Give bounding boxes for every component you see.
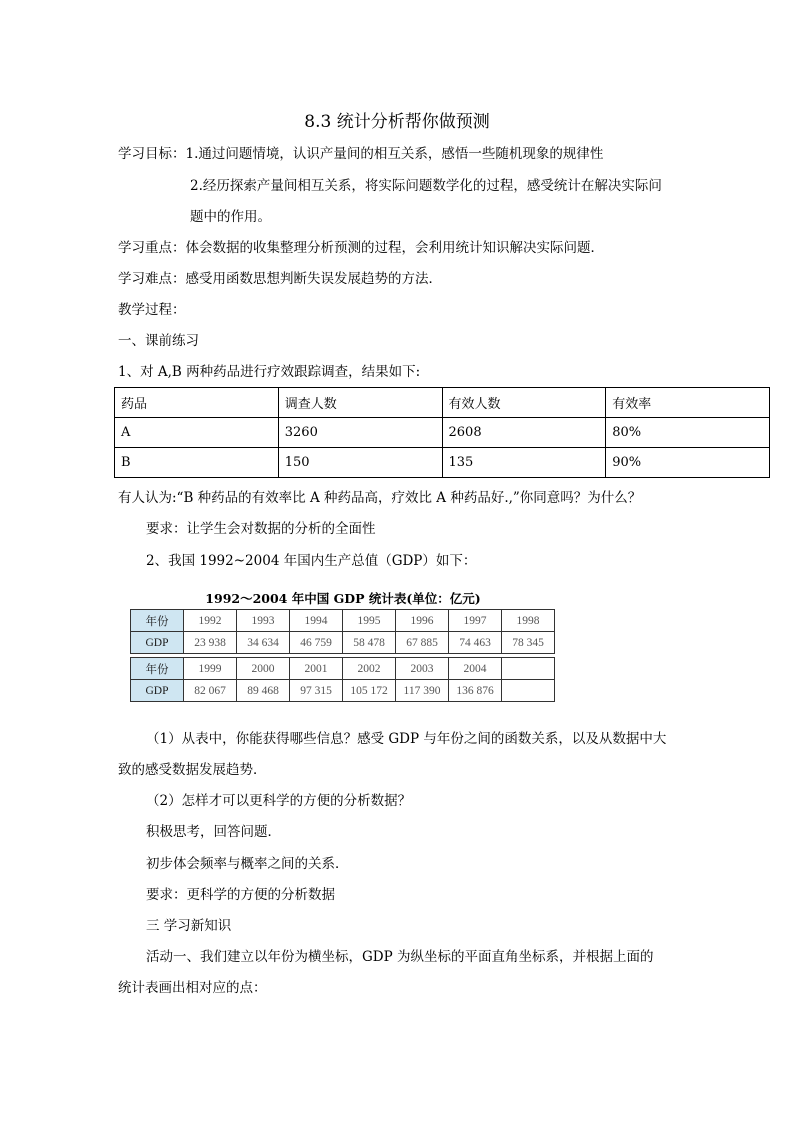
- gdp-cell: 89 468: [237, 680, 290, 702]
- header-cell: 药品: [115, 388, 279, 418]
- gdp-cell: 34 634: [237, 632, 290, 654]
- year-cell: 2002: [343, 658, 396, 680]
- activity-1-line2: 统计表画出相对应的点：: [118, 980, 267, 996]
- objective-2-line1: 2.经历探索产量间相互关系，将实际问题数学化的过程，感受统计在解决实际问: [190, 178, 662, 194]
- table-cell: A: [115, 418, 279, 448]
- year-row-label: 年份: [131, 658, 184, 680]
- page-title: 8.3 统计分析帮你做预测: [304, 112, 490, 132]
- gdp-cell: [502, 680, 555, 702]
- gdp-cell: 82 067: [184, 680, 237, 702]
- header-cell: 有效率: [606, 388, 770, 418]
- gdp-cell: 97 315: [290, 680, 343, 702]
- drug-table-header: [115, 388, 770, 418]
- year-cell: 2003: [396, 658, 449, 680]
- table-cell: 90%: [606, 448, 770, 478]
- table-cell: B: [115, 448, 279, 478]
- section-new-knowledge: 三 学习新知识: [146, 918, 232, 934]
- gdp-cell: 74 463: [449, 632, 502, 654]
- table-cell: 2608: [442, 418, 606, 448]
- objective-2-line2: 题中的作用。: [190, 209, 271, 225]
- gdp-row-label: GDP: [131, 632, 184, 654]
- year-cell: 1995: [343, 610, 396, 632]
- gdp-table-block-2: [130, 657, 555, 702]
- table-row: [115, 448, 770, 478]
- gdp-cell: 67 885: [396, 632, 449, 654]
- question-1-text: 有人认为:“B 种药品的有效率比 A 种药品高，疗效比 A 种药品好.,”你同意吗？为什么？: [118, 490, 642, 506]
- gdp-value-row: [131, 680, 555, 702]
- table-row: [115, 418, 770, 448]
- objectives-line: [118, 145, 603, 163]
- difficulties: 学习难点：感受用函数思想判断失误发展趋势的方法．: [118, 271, 442, 287]
- question-2-part-1-line1: （1）从表中，你能获得哪些信息？感受 GDP 与年份之间的函数关系，以及从数据中大: [146, 731, 667, 747]
- year-cell: [502, 658, 555, 680]
- year-row-label: 年份: [131, 610, 184, 632]
- gdp-cell: 117 390: [396, 680, 449, 702]
- gdp-cell: 78 345: [502, 632, 555, 654]
- gdp-table-caption: 1992～2004 年中国 GDP 统计表(单位：亿元): [205, 591, 481, 606]
- gdp-value-row: [131, 632, 555, 654]
- objectives-label: 学习目标：: [118, 146, 186, 162]
- year-cell: 2001: [290, 658, 343, 680]
- gdp-cell: 105 172: [343, 680, 396, 702]
- gdp-cell: 23 938: [184, 632, 237, 654]
- question-2-part-2: （2）怎样才可以更科学的方便的分析数据？: [146, 793, 412, 809]
- gdp-cell: 58 478: [343, 632, 396, 654]
- think-answer: 积极思考，回答问题．: [146, 824, 281, 840]
- drug-table: [114, 387, 770, 478]
- year-cell: 1992: [184, 610, 237, 632]
- table-cell: 3260: [278, 418, 442, 448]
- teaching-process: 教学过程：: [118, 302, 186, 318]
- table-cell: 150: [278, 448, 442, 478]
- question-2-intro: 2、我国 1992~2004 年国内生产总值（GDP）如下：: [146, 553, 477, 569]
- year-cell: 1996: [396, 610, 449, 632]
- table-cell: 135: [442, 448, 606, 478]
- gdp-cell: 46 759: [290, 632, 343, 654]
- objective-1: 1.通过问题情境，认识产量间的相互关系，感悟一些随机现象的规律性: [185, 146, 604, 162]
- year-cell: 1998: [502, 610, 555, 632]
- year-cell: 2004: [449, 658, 502, 680]
- question-2-requirement: 要求：更科学的方便的分析数据: [146, 887, 335, 903]
- year-cell: 1994: [290, 610, 343, 632]
- question-1-requirement: 要求：让学生会对数据的分析的全面性: [146, 521, 376, 537]
- table-cell: 80%: [606, 418, 770, 448]
- gdp-row-label: GDP: [131, 680, 184, 702]
- header-cell: 调查人数: [278, 388, 442, 418]
- header-cell: 有效人数: [442, 388, 606, 418]
- year-cell: 1993: [237, 610, 290, 632]
- activity-1-line1: 活动一、我们建立以年份为横坐标，GDP 为纵坐标的平面直角坐标系，并根据上面的: [146, 949, 654, 965]
- gdp-table-block-1: [130, 609, 555, 654]
- year-cell: 1997: [449, 610, 502, 632]
- frequency-probability: 初步体会频率与概率之间的关系．: [146, 856, 349, 872]
- section-pre-exercise: 一、课前练习: [118, 333, 199, 349]
- question-2-part-1-line2: 致的感受数据发展趋势．: [118, 762, 267, 778]
- year-cell: 2000: [237, 658, 290, 680]
- key-points: 学习重点：体会数据的收集整理分析预测的过程，会利用统计知识解决实际问题．: [118, 240, 604, 256]
- gdp-cell: 136 876: [449, 680, 502, 702]
- question-1-intro: 1、对 A,B 两种药品进行疗效跟踪调查，结果如下:: [118, 364, 421, 380]
- gdp-year-row: [131, 658, 555, 680]
- gdp-year-row: [131, 610, 555, 632]
- year-cell: 1999: [184, 658, 237, 680]
